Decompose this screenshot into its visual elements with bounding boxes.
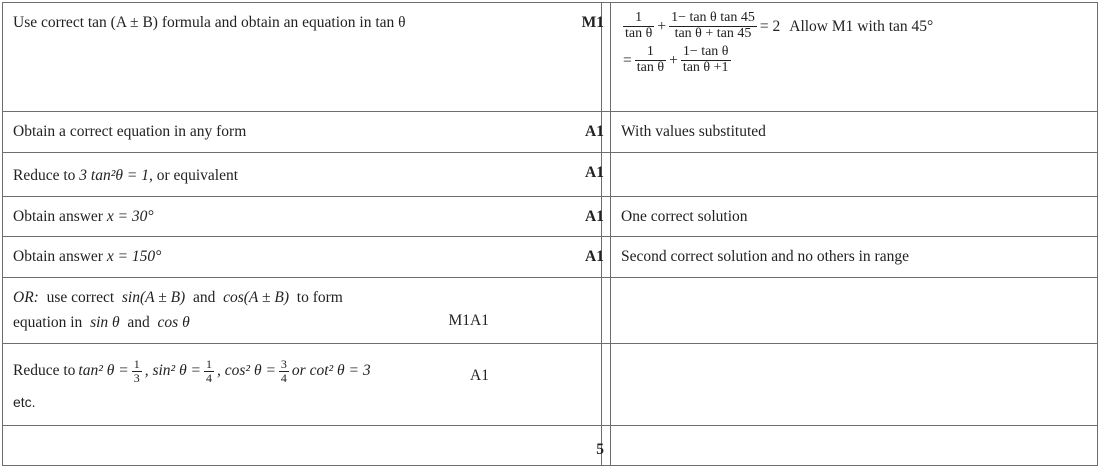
mark-text: A1 (585, 123, 604, 140)
or-method-block (3, 278, 601, 343)
equals-two: = 2 (759, 17, 781, 35)
comment-text (611, 344, 1097, 354)
comment-formula (611, 3, 1097, 76)
mark-text: A1 (585, 248, 604, 265)
step-text: Use correct tan (A ± B) formula and obtain an equation in tan θ (13, 14, 406, 31)
plus-sign: + (657, 17, 667, 35)
fraction: $\frac{\text{1− tan θ tan 45}}{\text{tan θ + tan 45}}$ (671, 10, 755, 41)
step-math: 3 tan²θ = 1 (79, 167, 149, 184)
table-row (3, 426, 1098, 466)
total-mark: 5 (596, 441, 604, 458)
step-text: Obtain answer x = 30° (13, 208, 154, 225)
fraction: $\frac{1}{\text{tan θ}}$ (625, 10, 653, 41)
formula-line-2 (623, 45, 1097, 75)
reduce-line: Reduce to tan² θ = $\frac{1}{3}$ , sin² θ = $\frac{1}{4}$ , cos² θ = $\frac{3}{4}$ or cot² θ = 3 (13, 357, 371, 385)
mark-text: A1 (585, 164, 604, 181)
mark-scheme-table (2, 2, 1098, 466)
step-math: x = 30° (106, 208, 154, 225)
comment-text: Second correct solution and no others in range (621, 248, 909, 265)
table-row (3, 278, 1098, 344)
inner-mark: A1 (470, 367, 489, 384)
step-text: Obtain a correct equation in any form (13, 123, 247, 140)
formula-line-1 (623, 11, 1097, 41)
fraction: $\frac{\text{1− tan θ}}{\text{tan θ +1}}$ (682, 44, 729, 76)
fraction: $\frac{1}{\text{tan θ}}$ (636, 44, 665, 76)
or-line-1: OR: use correct sin(A ± B) and cos(A ± B) to form (13, 289, 343, 306)
etc-text: etc. (13, 394, 36, 411)
step-cell (3, 3, 602, 112)
comment-text (611, 278, 1097, 288)
step-text (3, 426, 601, 436)
table-row (3, 237, 1098, 278)
table-row (3, 197, 1098, 237)
comment-text (611, 153, 1097, 163)
table-row (3, 112, 1098, 153)
comment-note: Allow M1 with tan 45° (789, 17, 934, 35)
comment-cell (611, 3, 1098, 112)
step-text: Reduce to 3 tan²θ = 1, or equivalent (13, 167, 239, 184)
mark-text: M1 (581, 14, 604, 31)
inner-mark: M1A1 (448, 312, 489, 329)
mark-text: A1 (585, 208, 604, 225)
table-row (3, 153, 1098, 197)
plus-sign: + (669, 51, 678, 69)
mark-cell (581, 3, 611, 112)
equals-sign: = (623, 51, 632, 69)
table-row (3, 3, 1098, 112)
comment-text: With values substituted (621, 123, 766, 140)
reduce-block (3, 344, 601, 425)
step-math: x = 150° (106, 248, 162, 265)
comment-text (611, 426, 1097, 436)
comment-text: One correct solution (621, 208, 748, 225)
table-row (3, 344, 1098, 426)
or-line-2: equation in sin θ and cos θ (13, 314, 190, 332)
step-text: Obtain answer x = 150° (13, 248, 162, 265)
